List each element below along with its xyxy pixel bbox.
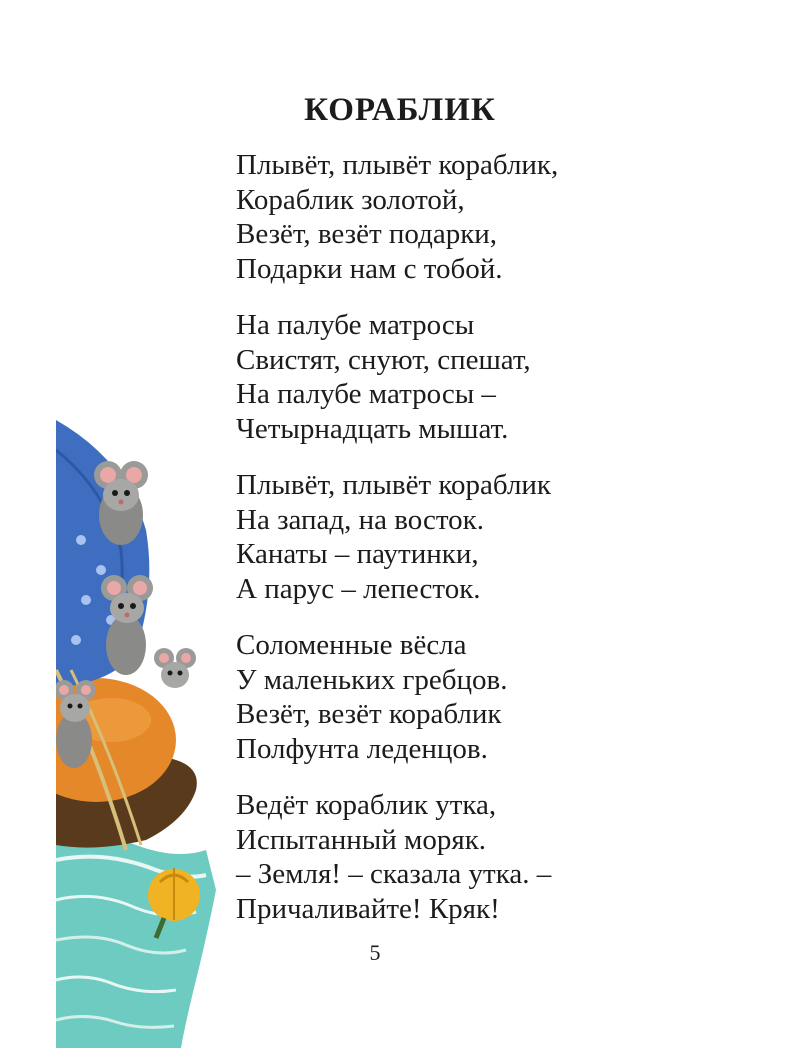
page-number: 5: [369, 940, 381, 965]
stanza-4: [236, 628, 756, 766]
stanza-2: [236, 308, 756, 446]
poem-line: Плывёт, плывёт кораблик: [236, 469, 552, 501]
poem-line: На запад, на восток.: [236, 503, 485, 536]
poem-line: На палубе матросы –: [236, 378, 496, 410]
poem-line: Испытанный моряк.: [236, 823, 487, 856]
stanza-5: [236, 788, 756, 926]
stanza-1: [236, 148, 756, 286]
mouse-icon: [154, 648, 196, 688]
poem-line: У маленьких гребцов.: [236, 663, 508, 696]
poem-line: Полфунта леденцов.: [236, 732, 488, 765]
poem-title: КОРАБЛИК: [304, 92, 496, 128]
poem-line: Плывёт, плывёт кораблик,: [236, 149, 559, 181]
stanza-3: [236, 468, 756, 606]
poem-line: Свистят, снуют, спешат,: [236, 343, 531, 376]
poem-line: Подарки нам с тобой.: [236, 252, 503, 285]
poem-line: А парус – лепесток.: [236, 572, 481, 605]
poem-body: [236, 148, 756, 948]
poem-line: Соломенные вёсла: [236, 629, 467, 661]
poem-line: Везёт, везёт подарки,: [236, 218, 498, 250]
poem-line: Четырнадцать мышат.: [236, 412, 509, 445]
poem-line: Причаливайте! Кряк!: [236, 892, 500, 925]
poem-line: Кораблик золотой,: [236, 183, 465, 216]
poem-line: Ведёт кораблик утка,: [236, 789, 497, 821]
poem-line: Везёт, везёт кораблик: [236, 698, 502, 730]
poem-line: Канаты – паутинки,: [236, 538, 479, 570]
poem-line: – Земля! – сказала утка. –: [236, 858, 552, 890]
mice-on-boat-illustration: [56, 420, 226, 1048]
poem-line: На палубе матросы: [236, 309, 475, 341]
